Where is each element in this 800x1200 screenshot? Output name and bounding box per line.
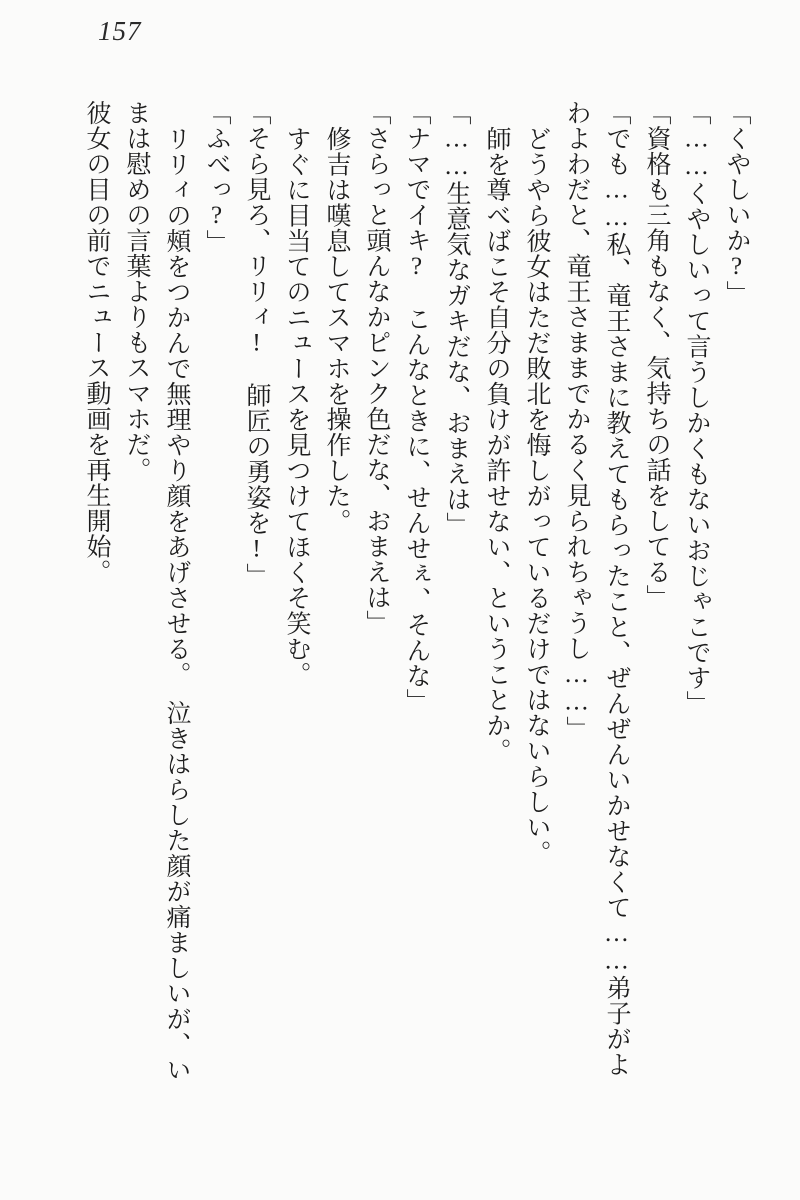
text-column: 「そら見ろ、リリィ! 師匠の勇姿を!」 [243, 100, 270, 589]
text-column: まは慰めの言葉よりもスマホだ。 [123, 100, 150, 483]
text-column: わよわだと、竜王さままでかるく見られちゃうし……」 [563, 100, 590, 742]
text-column: 「……生意気なガキだな、おまえは」 [443, 100, 470, 538]
text-column: 「……くやしいって言うしかくもないおじゃこです」 [683, 100, 710, 716]
text-column: すぐに目当てのニュースを見つけてほくそ笑む。 [283, 126, 310, 687]
text-column: 修吉は嘆息してスマホを操作した。 [323, 126, 350, 534]
text-column: 「くやしいか?」 [723, 100, 750, 306]
text-column: 彼女の目の前でニュース動画を再生開始。 [83, 100, 110, 585]
text-column: 「ふべっ?」 [203, 100, 230, 255]
text-column: 「でも……私、竜王さまに教えてもらったこと、ぜんぜんいかせなくて……弟子がよ [603, 100, 630, 1077]
text-column: 「資格も三角もなく、気持ちの話をしてる」 [643, 100, 670, 610]
text-column: リリィの頰をつかんで無理やり顔をあげさせる。 泣きはらした顔が痛ましいが、い [163, 126, 190, 1083]
text-column: 師を尊べばこそ自分の負けが許せない、ということか。 [483, 126, 510, 764]
page-number: 157 [98, 16, 142, 46]
text-column: 「ナマでイキ? こんなときに、せんせぇ、そんな」 [403, 100, 430, 714]
text-column: どうやら彼女はただ敗北を悔しがっているだけではないらしい。 [523, 126, 550, 866]
text-column: 「さらっと頭んなかピンク色だな、おまえは」 [363, 100, 390, 636]
text-block [64, 100, 756, 1112]
